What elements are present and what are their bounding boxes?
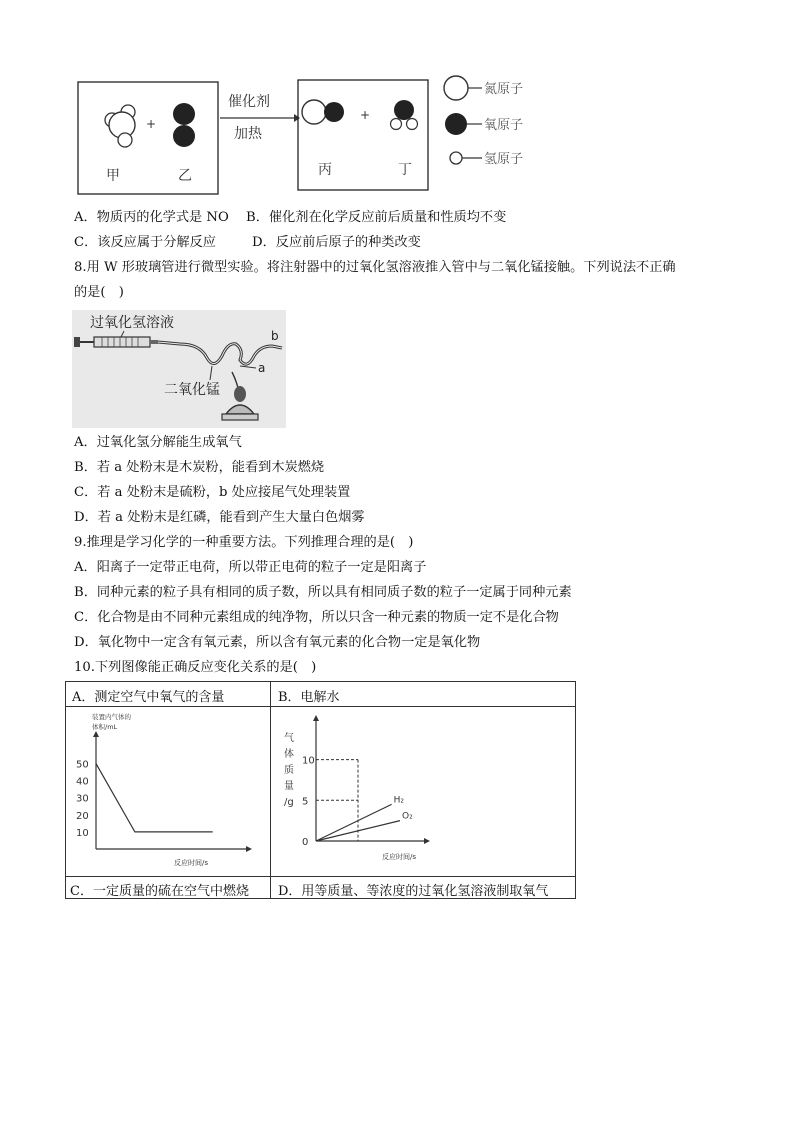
label-h2o2: 过氧化氢溶液 [90,315,174,331]
arrow-bottom-label: 加热 [234,126,262,142]
label-b: b [271,329,279,343]
chart-b-ylabel-char: 质 [284,765,294,776]
legend-o-icon [445,113,467,135]
chart-b-series-label: H₂ [393,795,404,806]
q7-option-b: B．催化剂在化学反应前后质量和性质均不变 [246,210,507,225]
q7-option-c: C．该反应属于分解反应 [74,235,216,250]
plus-2: + [360,108,371,122]
label-a: a [258,361,266,375]
legend-o-label: 氧原子 [484,118,524,133]
legend-n-icon [444,76,468,100]
chart-b-series-line-h2 [316,804,392,841]
q9-option-b: B．同种元素的粒子具有相同的质子数，所以具有相同质子数的粒子一定属于同种元素 [74,585,572,600]
molecule-ding-icon [391,100,418,130]
q10-cell-a: A．测定空气中氧气的含量 [72,690,225,705]
q8-option-c: C．若 a 处粉末是硫粉，b 处应接尾气处理装置 [74,485,351,500]
q10-cell-b: B．电解水 [278,690,340,705]
label-jia: 甲 [106,168,120,184]
chart-a-x-arrow [246,846,252,852]
legend-h-label: 氢原子 [484,152,524,167]
chart-a-xlabel: 反应时间/s [174,859,209,867]
label-ding: 丁 [398,162,412,178]
chart-b-ylabel-char: 气 [284,733,294,744]
chart-a-ytick: 50 [76,759,89,771]
q8-w-tube-figure [72,310,286,428]
chart-a-series-line [96,764,213,832]
chart-b-y-arrow [313,715,319,721]
q8-option-a: A．过氧化氢分解能生成氧气 [74,435,242,450]
molecule-jia-icon [105,105,135,147]
q10-chart-b [276,707,436,871]
chart-b-ytick: 5 [302,796,309,808]
q8-option-b: B．若 a 处粉末是木炭粉，能看到木炭燃烧 [74,460,325,475]
chart-b-series-line-o2 [316,821,400,841]
q9-option-d: D．氧化物中一定含有氧元素，所以含有氧元素的化合物一定是氧化物 [74,635,481,650]
reactant-box [78,82,218,194]
q8-stem-line1: 8.用 W 形玻璃管进行微型实验。将注射器中的过氧化氢溶液推入管中与二氧化锰接触。下列说法不正确 [74,260,676,275]
q7-reaction-diagram [70,62,550,202]
label-bing: 丙 [318,162,332,178]
chart-a-y-arrow [93,731,99,737]
molecule-bing-icon [302,100,344,124]
q10-stem: 10.下列图像能正确反应变化关系的是( ) [74,660,317,675]
chart-a-ylabel-1: 装置内气体的 [92,713,131,721]
chart-b-x-arrow [424,838,430,844]
chart-a-ytick: 10 [76,827,89,839]
chart-b-xlabel: 反应时间/s [382,853,417,861]
q7-option-d: D．反应前后原子的种类改变 [252,235,421,250]
q9-option-c: C．化合物是由不同种元素组成的纯净物，所以只含一种元素的物质一定不是化合物 [74,610,559,625]
q9-stem: 9.推理是学习化学的一种重要方法。下列推理合理的是( ) [74,535,414,550]
legend [444,76,523,167]
chart-b-ytick: 0 [302,837,309,848]
chart-a-ytick: 20 [76,810,89,822]
q9-option-a: A．阳离子一定带正电荷，所以带正电荷的粒子一定是阳离子 [74,560,427,575]
q7-option-a: A．物质丙的化学式是 NO [74,210,229,225]
arrow-top-label: 催化剂 [228,94,270,110]
chart-b-ylabel-char: 体 [284,749,294,760]
chart-b-ylabel-char: 量 [284,781,294,792]
legend-n-label: 氮原子 [484,82,524,97]
chart-a-ytick: 30 [76,793,89,805]
chart-a-ytick: 40 [76,776,89,788]
q8-option-d: D．若 a 处粉末是红磷，能看到产生大量白色烟雾 [74,510,365,525]
chart-a-ylabel-2: 体积/mL [92,723,118,731]
chart-b-ylabel-char: /g [284,797,294,808]
label-mno2: 二氧化锰 [164,382,220,398]
label-yi: 乙 [178,168,192,184]
q10-cell-c: C．一定质量的硫在空气中燃烧 [70,884,249,899]
q10-chart-a [70,707,260,871]
molecule-yi-icon [173,103,195,147]
chart-b-ytick: 10 [302,755,315,767]
plus-1: + [146,117,157,131]
q8-stem-line2: 的是( ) [74,285,124,300]
chart-b-series-label: O₂ [402,811,413,822]
q10-cell-d: D．用等质量、等浓度的过氧化氢溶液制取氧气 [278,884,549,899]
legend-h-icon [450,152,462,164]
